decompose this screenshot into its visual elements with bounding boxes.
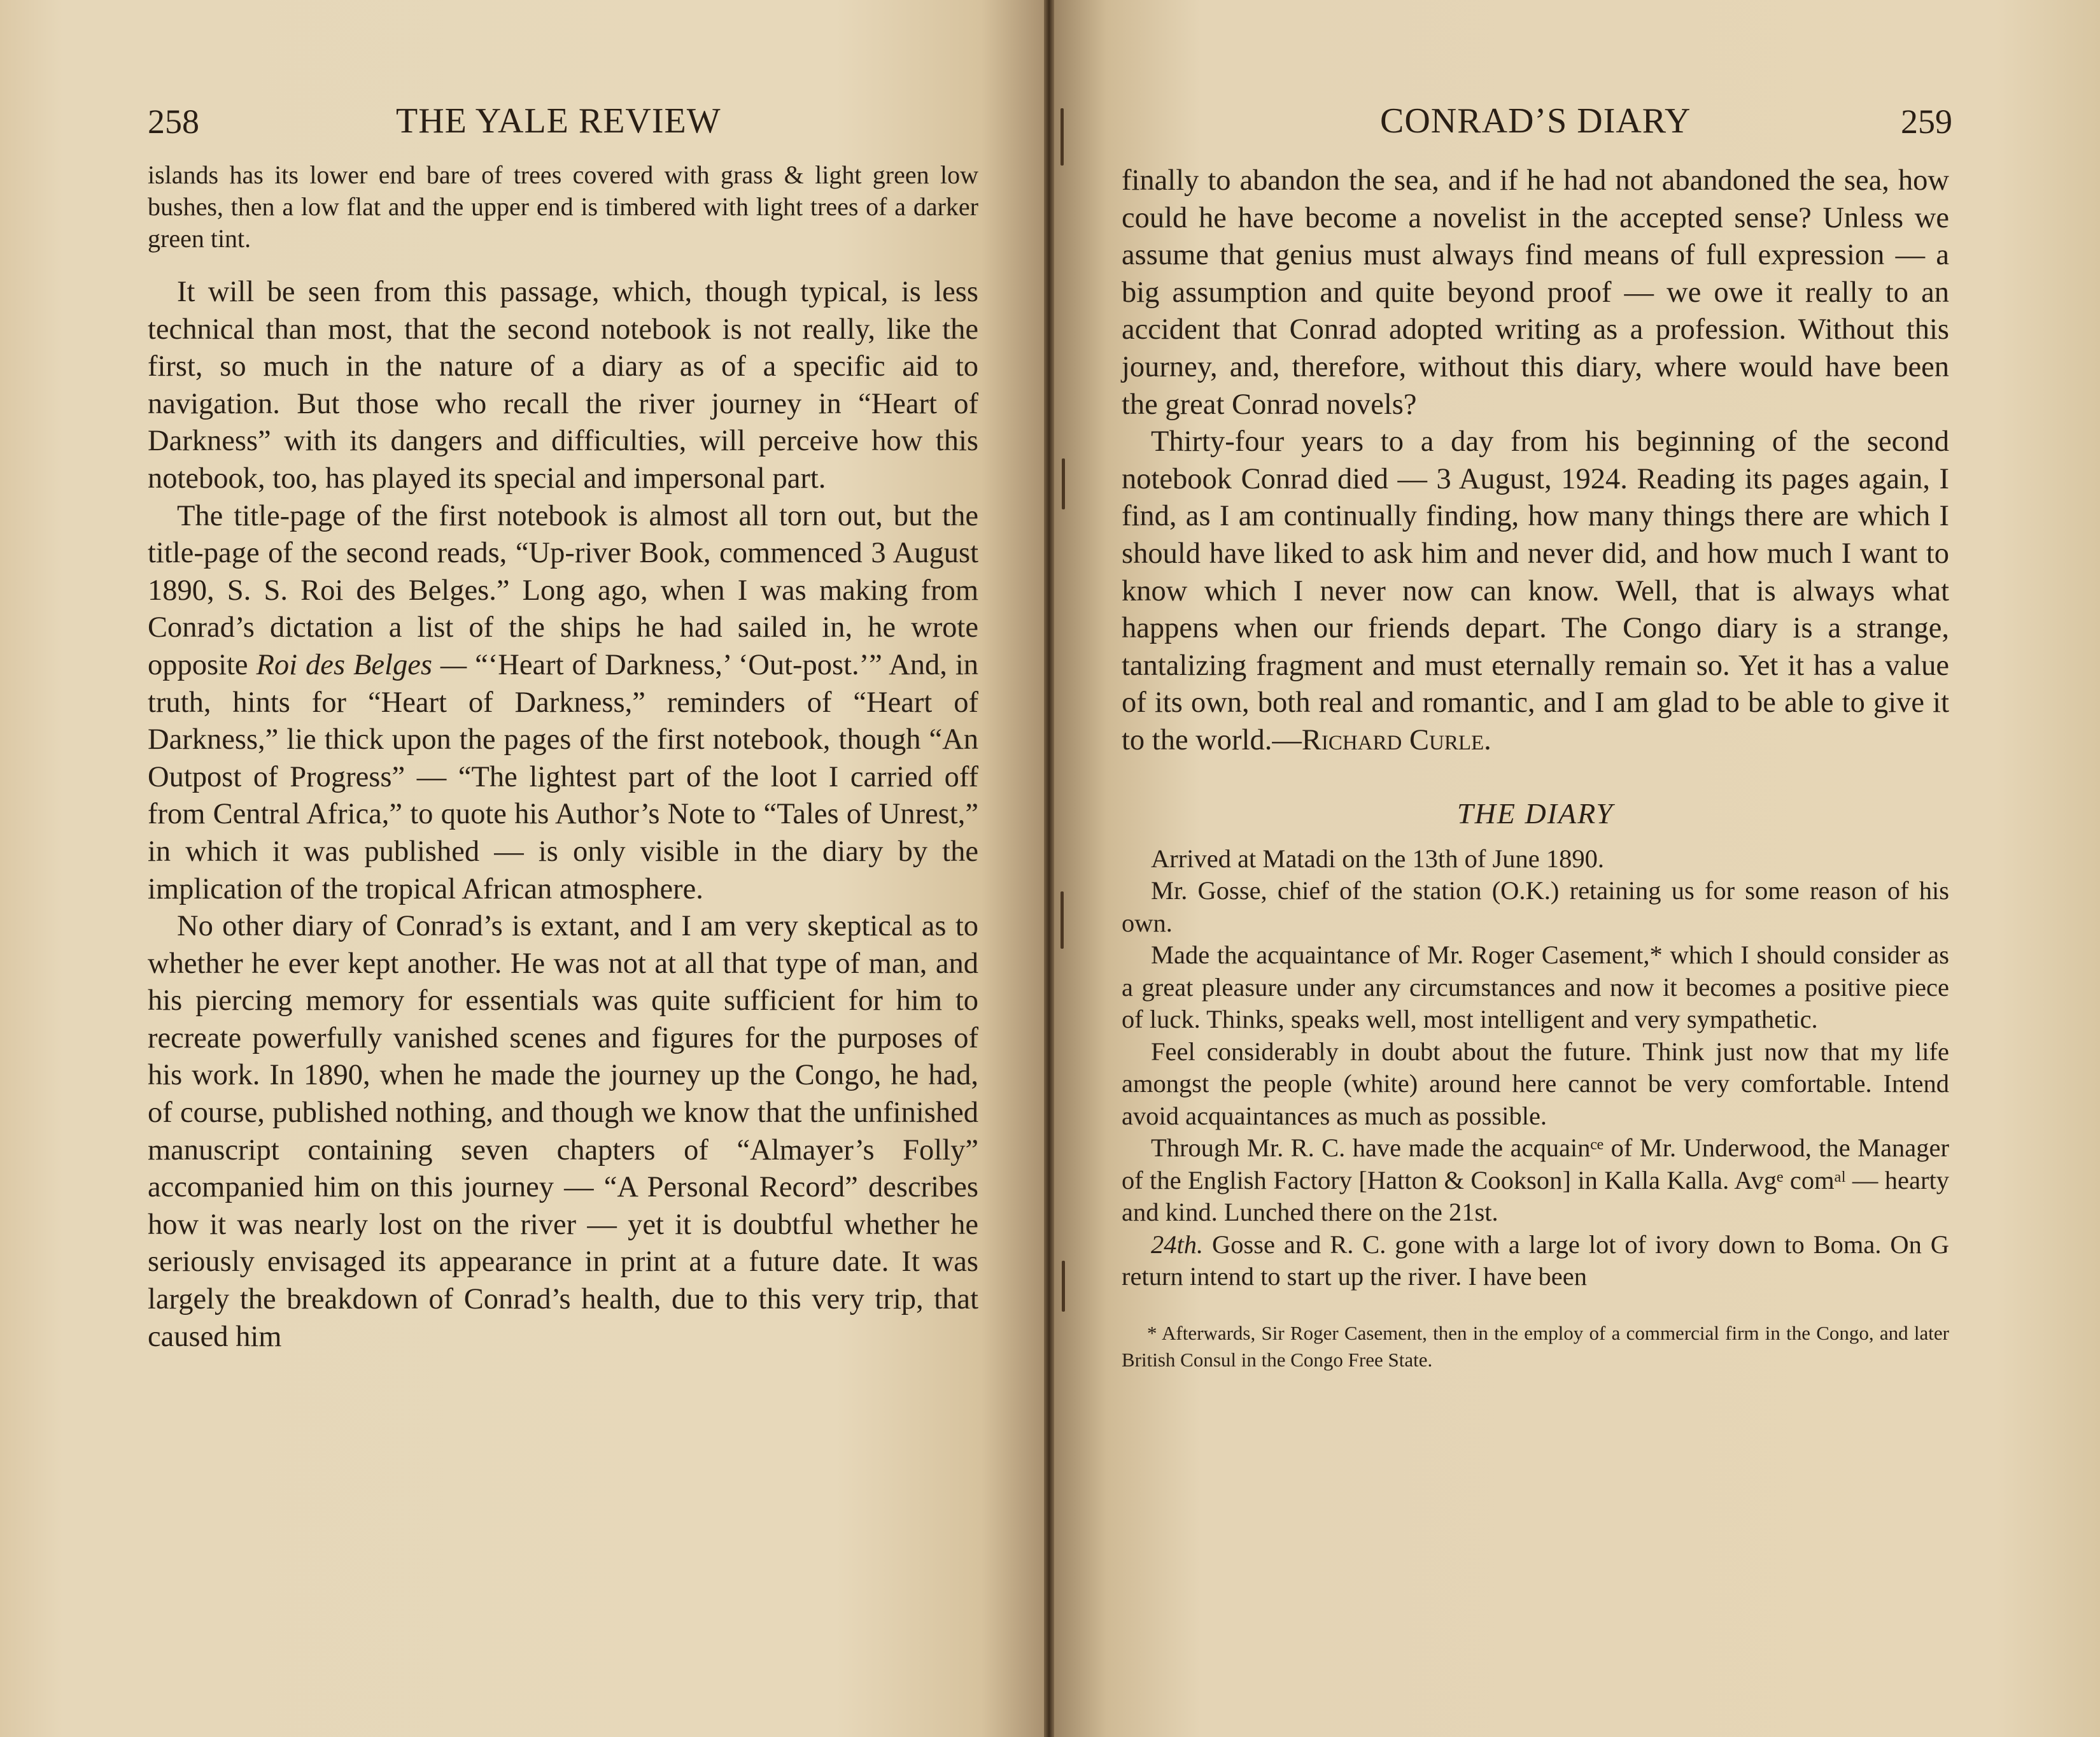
author-signature: Richard Curle.	[1301, 723, 1491, 756]
binding-thread	[1061, 108, 1064, 166]
right-page	[1054, 0, 2100, 1737]
paragraph-2: The title-page of the first notebook is almost all torn out, but the title-page of the second reads, “Up-river Book, commenced 3 August 1890, S. S. Roi des Belges.” Long ago, when I was making from Conrad’s dictation a list of the ships he had sailed in, he wrote opposite Roi des Belges — “‘Heart of Darkness,’ ‘Out-post.’” And, in truth, hints for “Heart of Darkness,” reminders of “Heart of Darkness,” lie thick upon the pages of the first notebook, though “An Outpost of Progress” — “The lightest part of the loot I carried off from Central Africa,” to quote his Author’s Note to “Tales of Unrest,” in which it was published — is only visible in the diary by the implication of the tropical African atmosphere.	[148, 499, 979, 905]
diary-entry-date: 24th.	[1151, 1230, 1204, 1259]
binding-thread	[1062, 1261, 1065, 1312]
right-text-block	[1122, 162, 1949, 1393]
diary-entry: Made the acquaintance of Mr. Roger Casement,* which I should consider as a great pleasure under any circumstances and now it becomes a positive piece of luck. Thinks, speaks well, most intelligent and very sympathetic.	[1122, 940, 1949, 1033]
diary-entry: Through Mr. R. C. have made the acquainᶜᵉ of Mr. Underwood, the Manager of the English Factory [Hatton & Cookson] in Kalla Kalla. Avgᵉ comᵃˡ — hearty and kind. Lunched there on the 21st.	[1122, 1133, 1949, 1226]
paragraph-continued: finally to abandon the sea, and if he had not abandoned the sea, how could he have become a novelist in the accepted sense? Unless we assume that genius must always find means of full expression — a big assumption and quite beyond proof — we owe it really to an accident that Conrad adopted writing as a profession. Without this journey, and, therefore, without this diary, where would have been the great Conrad novels?	[1122, 164, 1949, 421]
binding-thread	[1062, 458, 1065, 509]
running-head-right: CONRAD’S DIARY	[1380, 101, 1691, 141]
diary-entries	[1122, 843, 1949, 1293]
page-number-right: 259	[1901, 103, 1952, 141]
diary-entry: 24th. Gosse and R. C. gone with a large lot of ivory down to Boma. On G return intend to start up the river. I have been	[1122, 1230, 1949, 1291]
book-gutter	[1044, 0, 1054, 1737]
diary-heading: THE DIARY	[1457, 797, 1614, 830]
quoted-passage: islands has its lower end bare of trees covered with grass & light green low bushes, then a low flat and the upper end is timbered with light trees of a darker green tint.	[148, 160, 978, 253]
diary-entry: Feel considerably in doubt about the future. Think just now that my life amongst the people (white) around here cannot be very comfortable. Intend avoid acquaintances as much as possible.	[1122, 1037, 1949, 1130]
left-page	[0, 0, 1044, 1737]
diary-entry: Mr. Gosse, chief of the station (O.K.) retaining us for some reason of his own.	[1122, 876, 1949, 937]
running-head-left: THE YALE REVIEW	[396, 101, 721, 141]
binding-thread	[1061, 891, 1064, 949]
paragraph-1: It will be seen from this passage, which, though typical, is less technical than most, that the second notebook is not really, like the first, so much in the nature of a diary as of a specific aid to navigation. But those who recall the river journey in “Heart of Darkness” with its dangers and difficulties, will perceive how this notebook, too, has played its special and impersonal part.	[148, 276, 978, 495]
page-number-left: 258	[148, 103, 199, 141]
left-text-block	[148, 159, 978, 1356]
ship-name: Roi des Belges —	[256, 648, 467, 681]
footnote: * Afterwards, Sir Roger Casement, then in the employ of a commercial firm in the Congo, and later British Consul in the Congo Free State.	[1122, 1321, 1949, 1371]
paragraph-closing: Thirty-four years to a day from his beginning of the second notebook Conrad died — 3 August, 1924. Reading its pages again, I find, as I am continually finding, how many things there are which I should have liked to ask him and never did, and how much I want to know which I never now can know. Well, that is always what happens when our friends depart. The Congo diary is a strange, tantalizing fragment and must eternally remain so. Yet it has a value of its own, both real and romantic, and I am glad to be able to give it to the world.—Richard Curle.	[1122, 425, 1949, 756]
diary-entry: Arrived at Matadi on the 13th of June 1890.	[1151, 844, 1604, 873]
paragraph-3: No other diary of Conrad’s is extant, and I am very skeptical as to whether he ever kept another. He was not at all that type of man, and his piercing memory for essentials was quite sufficient for him to recreate powerfully vanished scenes and figures for the purposes of his work. In 1890, when he made the journey up the Congo, he had, of course, published nothing, and though we know that the unfinished manuscript containing seven chapters of “Almayer’s Folly” accompanied him on this journey — “A Personal Record” describes how it was nearly lost on the river — yet it is doubtful whether he seriously envisaged its appearance in print at a future date. It was largely the breakdown of Conrad’s health, due to this very trip, that caused him	[148, 910, 978, 1353]
